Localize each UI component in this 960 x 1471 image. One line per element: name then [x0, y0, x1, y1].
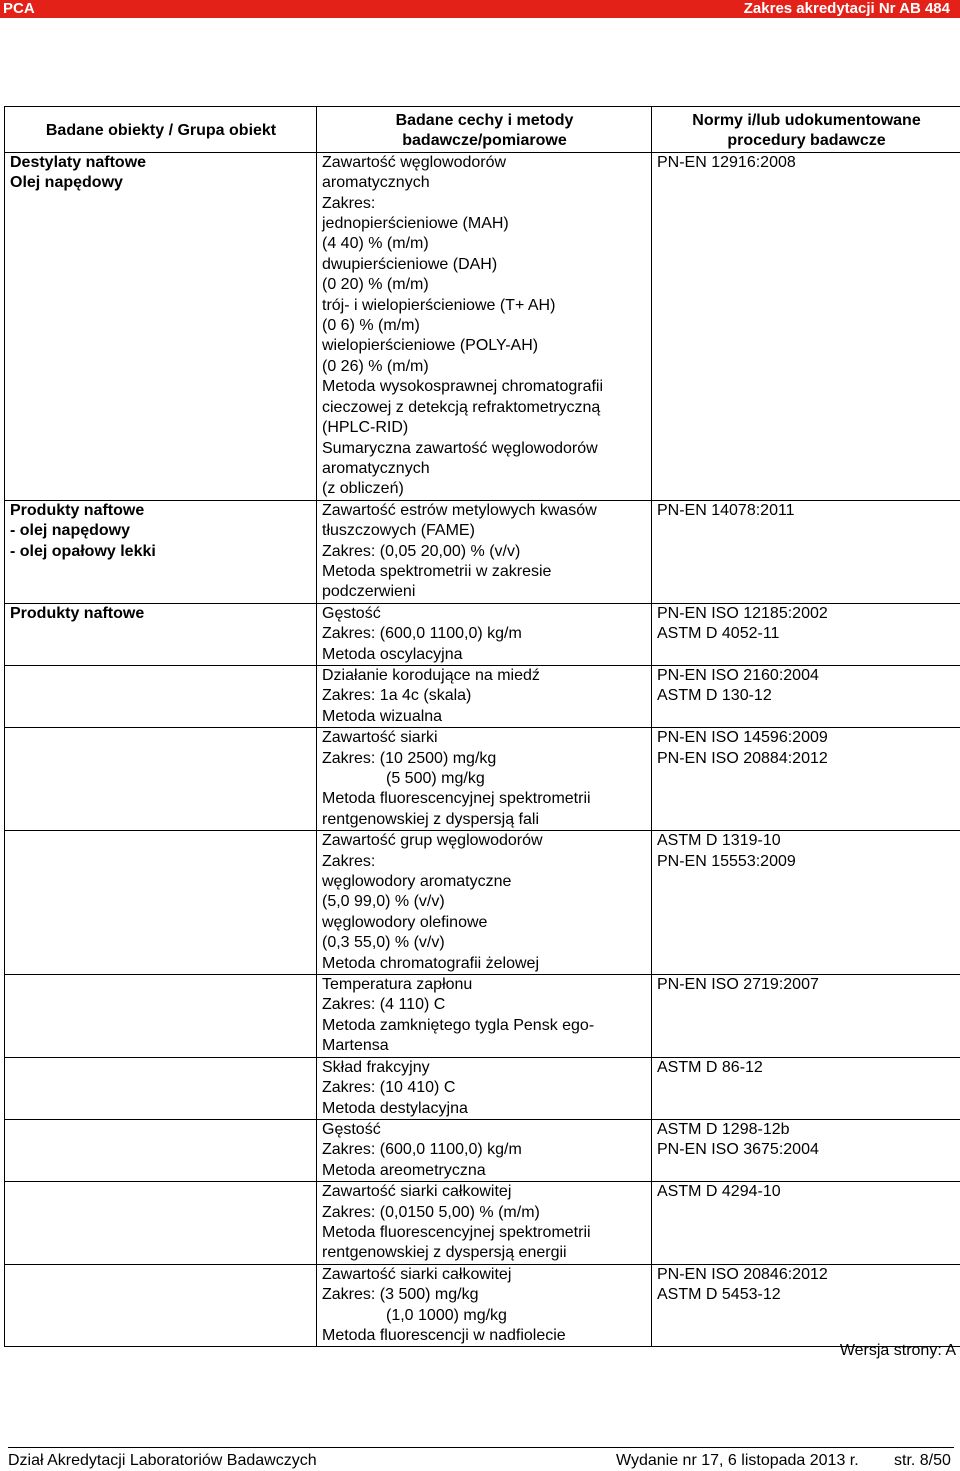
object-line: - olej napędowy	[10, 521, 312, 541]
col-header-methods: Badane cechy i metody badawcze/pomiarowe	[317, 107, 652, 153]
method-cell	[317, 1119, 652, 1181]
footer-edition: Wydanie nr 17, 6 listopada 2013 r.	[616, 1451, 859, 1471]
method-line: tłuszczowych (FAME)	[322, 521, 647, 541]
footer-organization: Dział Akredytacji Laboratoriów Badawczych	[8, 1451, 317, 1471]
method-line: Zawartość siarki całkowitej	[322, 1265, 647, 1285]
method-line: Metoda spektrometrii w zakresie	[322, 562, 647, 582]
norm-line: PN-EN ISO 12185:2002	[657, 604, 956, 624]
object-line: Destylaty naftowe	[10, 153, 312, 173]
method-line: Metoda fluorescencyjnej spektrometrii	[322, 1223, 647, 1243]
norm-cell	[652, 500, 960, 603]
object-cell	[5, 1057, 317, 1119]
method-cell	[317, 728, 652, 831]
method-line: Zawartość estrów metylowych kwasów	[322, 501, 647, 521]
table-row	[5, 152, 960, 500]
method-line: węglowodory olefinowe	[322, 913, 647, 933]
col-header-objects: Badane obiekty / Grupa obiekt	[5, 107, 317, 153]
norm-line: ASTM D 4294-10	[657, 1182, 956, 1202]
table-row	[5, 1057, 960, 1119]
method-line: Metoda fluorescencji w nadfiolecie	[322, 1326, 647, 1346]
norm-cell	[652, 1182, 960, 1265]
method-line: wielopierścieniowe (POLY-AH)	[322, 336, 647, 356]
object-cell	[5, 152, 317, 500]
method-line: Martensa	[322, 1036, 647, 1056]
method-cell	[317, 603, 652, 665]
table-row	[5, 831, 960, 975]
method-line: Zakres: (3 500) mg/kg	[322, 1285, 647, 1305]
method-line: dwupierścieniowe (DAH)	[322, 255, 647, 275]
norm-line: PN-EN ISO 2160:2004	[657, 666, 956, 686]
method-line: węglowodory aromatyczne	[322, 872, 647, 892]
object-cell	[5, 728, 317, 831]
header-left: PCA	[3, 0, 35, 18]
method-line: (0 26) % (m/m)	[322, 357, 647, 377]
method-cell	[317, 1264, 652, 1347]
norm-line: PN-EN ISO 20884:2012	[657, 749, 956, 769]
table-row	[5, 500, 960, 603]
norm-cell	[652, 1119, 960, 1181]
norm-line: PN-EN ISO 14596:2009	[657, 728, 956, 748]
object-line: Produkty naftowe	[10, 604, 312, 624]
norm-line: PN-EN ISO 20846:2012	[657, 1265, 956, 1285]
norm-cell	[652, 665, 960, 727]
header-right: Zakres akredytacji Nr AB 484	[744, 0, 950, 18]
method-line: rentgenowskiej z dyspersją energii	[322, 1243, 647, 1263]
norm-cell	[652, 975, 960, 1058]
col-header-norms: Normy i/lub udokumentowane procedury badawcze	[652, 107, 960, 153]
method-line: Metoda wysokosprawnej chromatografii	[322, 377, 647, 397]
page-version: Wersja strony: A	[840, 1342, 956, 1360]
method-line: Metoda areometryczna	[322, 1161, 647, 1181]
method-line: Zakres: (600,0 1100,0) kg/m	[322, 624, 647, 644]
object-cell	[5, 665, 317, 727]
method-line: (HPLC-RID)	[322, 418, 647, 438]
method-line: podczerwieni	[322, 582, 647, 602]
method-line: Zawartość węglowodorów	[322, 153, 647, 173]
object-cell	[5, 1119, 317, 1181]
method-line: (5 500) mg/kg	[322, 769, 647, 789]
norm-cell	[652, 1264, 960, 1347]
method-line: Zakres: (0,0150 5,00) % (m/m)	[322, 1203, 647, 1223]
norm-line: ASTM D 130-12	[657, 686, 956, 706]
footer-divider	[8, 1447, 954, 1448]
table-row	[5, 1182, 960, 1265]
norm-cell	[652, 831, 960, 975]
method-line: Zakres: (10 410) C	[322, 1078, 647, 1098]
method-line: Metoda wizualna	[322, 707, 647, 727]
method-cell	[317, 1182, 652, 1265]
object-line: Olej napędowy	[10, 173, 312, 193]
method-line: Zakres: (10 2500) mg/kg	[322, 749, 647, 769]
method-line: Metoda oscylacyjna	[322, 645, 647, 665]
method-line: aromatycznych	[322, 459, 647, 479]
table-row	[5, 975, 960, 1058]
method-line: Zawartość siarki całkowitej	[322, 1182, 647, 1202]
method-line: Zakres: (0,05 20,00) % (v/v)	[322, 542, 647, 562]
norm-line: ASTM D 1319-10	[657, 831, 956, 851]
method-line: Skład frakcyjny	[322, 1058, 647, 1078]
accreditation-table	[4, 106, 960, 1347]
object-cell	[5, 500, 317, 603]
table-row	[5, 665, 960, 727]
norm-line: ASTM D 4052-11	[657, 624, 956, 644]
method-line: Gęstość	[322, 1120, 647, 1140]
method-line: aromatycznych	[322, 173, 647, 193]
method-line: Metoda fluorescencyjnej spektrometrii	[322, 789, 647, 809]
method-line: Metoda destylacyjna	[322, 1099, 647, 1119]
method-cell	[317, 1057, 652, 1119]
method-line: Sumaryczna zawartość węglowodorów	[322, 439, 647, 459]
object-line: Produkty naftowe	[10, 501, 312, 521]
table-row	[5, 1119, 960, 1181]
table-row	[5, 728, 960, 831]
method-line: cieczowej z detekcją refraktometryczną	[322, 398, 647, 418]
norm-line: ASTM D 5453-12	[657, 1285, 956, 1305]
method-line: (0 6) % (m/m)	[322, 316, 647, 336]
norm-line: ASTM D 1298-12b	[657, 1120, 956, 1140]
method-cell	[317, 500, 652, 603]
object-cell	[5, 1264, 317, 1347]
norm-cell	[652, 152, 960, 500]
object-cell	[5, 603, 317, 665]
norm-cell	[652, 1057, 960, 1119]
method-line: Gęstość	[322, 604, 647, 624]
object-cell	[5, 975, 317, 1058]
method-line: Zakres:	[322, 852, 647, 872]
norm-line: PN-EN 14078:2011	[657, 501, 956, 521]
method-line: Zakres: (4 110) C	[322, 995, 647, 1015]
method-line: trój- i wielopierścieniowe (T+ AH)	[322, 296, 647, 316]
norm-cell	[652, 728, 960, 831]
method-line: (0,3 55,0) % (v/v)	[322, 933, 647, 953]
method-line: Zakres: 1a 4c (skala)	[322, 686, 647, 706]
method-cell	[317, 831, 652, 975]
method-line: Zakres:	[322, 194, 647, 214]
method-line: Zawartość siarki	[322, 728, 647, 748]
method-line: Metoda zamkniętego tygla Pensk ego-	[322, 1016, 647, 1036]
method-line: Metoda chromatografii żelowej	[322, 954, 647, 974]
method-line: Działanie korodujące na miedź	[322, 666, 647, 686]
norm-line: PN-EN ISO 3675:2004	[657, 1140, 956, 1160]
table-row	[5, 1264, 960, 1347]
method-line: rentgenowskiej z dyspersją fali	[322, 810, 647, 830]
object-cell	[5, 1182, 317, 1265]
norm-line: ASTM D 86-12	[657, 1058, 956, 1078]
table-row	[5, 603, 960, 665]
method-cell	[317, 975, 652, 1058]
method-line: (0 20) % (m/m)	[322, 275, 647, 295]
norm-line: PN-EN 15553:2009	[657, 852, 956, 872]
method-line: (z obliczeń)	[322, 479, 647, 499]
norm-line: PN-EN 12916:2008	[657, 153, 956, 173]
method-line: jednopierścieniowe (MAH)	[322, 214, 647, 234]
method-line: (5,0 99,0) % (v/v)	[322, 892, 647, 912]
method-line: Temperatura zapłonu	[322, 975, 647, 995]
table-body	[5, 152, 960, 1347]
method-line: (1,0 1000) mg/kg	[322, 1306, 647, 1326]
object-line: - olej opałowy lekki	[10, 542, 312, 562]
norm-cell	[652, 603, 960, 665]
norm-line: PN-EN ISO 2719:2007	[657, 975, 956, 995]
method-line: Zawartość grup węglowodorów	[322, 831, 647, 851]
page-header	[0, 0, 960, 18]
method-cell	[317, 665, 652, 727]
footer-page-number: str. 8/50	[894, 1451, 951, 1471]
method-cell	[317, 152, 652, 500]
method-line: Zakres: (600,0 1100,0) kg/m	[322, 1140, 647, 1160]
method-line: (4 40) % (m/m)	[322, 234, 647, 254]
table-header-row	[5, 107, 960, 153]
object-cell	[5, 831, 317, 975]
